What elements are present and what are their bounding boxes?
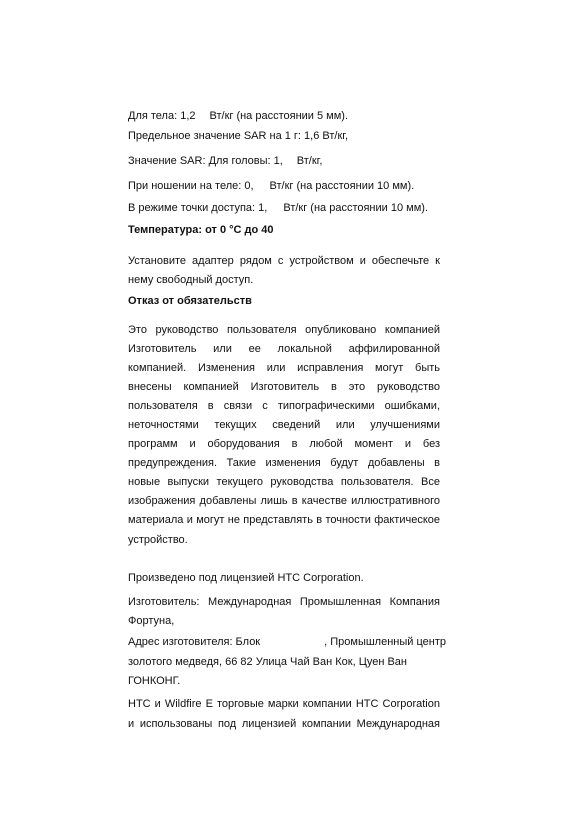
sar-body-unit: Вт/кг (на расстоянии 5 мм).: [209, 110, 349, 122]
disclaimer-line: внесены компанией Изготовитель в это руководство: [128, 381, 440, 393]
address-center: , Промышленный центр: [324, 636, 446, 648]
sar-hotspot-unit: Вт/кг (на расстоянии 10 мм).: [283, 202, 428, 214]
disclaimer-line: пользователя в связи с типографическими ошибками,: [128, 400, 440, 412]
manufacturer-line-2: Фортуна,: [128, 615, 175, 627]
sar-hotspot-line: [128, 202, 428, 215]
temperature-line: Температура: от 0 °C до 40: [128, 224, 274, 236]
disclaimer-line: программ и оборудования в любой момент и без: [128, 438, 440, 450]
sar-worn-unit: Вт/кг (на расстоянии 10 мм).: [269, 180, 415, 192]
disclaimer-line: Это руководство пользователя опубликовано компанией: [128, 324, 440, 336]
sar-worn-label: При ношении на теле: 0,: [128, 180, 254, 192]
address-line-1: [128, 636, 446, 649]
license-line: Произведено под лицензией HTC Corporation.: [128, 572, 364, 584]
sar-head-label: Значение SAR: Для головы: 1,: [128, 155, 283, 167]
manufacturer-line-1: Изготовитель: Международная Промышленная Компания: [128, 596, 440, 608]
disclaimer-line: новые выпуски текущего руководства пользователя. Все: [128, 476, 440, 488]
sar-worn-line: [128, 180, 414, 193]
trademark-line-2: и использованы под лицензией компании Международная: [128, 718, 440, 730]
disclaimer-line: Изготовитель или ее локальной аффилированной: [128, 343, 440, 355]
sar-body-label: Для тела: 1,2: [128, 110, 196, 122]
disclaimer-heading: Отказ от обязательств: [128, 295, 252, 307]
disclaimer-line: неточностями текущих сведений или улучшениями: [128, 419, 440, 431]
address-line-2: золотого медведя, 66 82 Улица Чай Ван Кок, Цуен Ван: [128, 656, 407, 668]
disclaimer-line: материала и могут не представлять в точности фактическое: [128, 514, 440, 526]
sar-head-unit: Вт/кг,: [296, 155, 323, 167]
disclaimer-line: изображения добавлены лишь в качестве иллюстративного: [128, 495, 440, 507]
disclaimer-line: устройство.: [128, 534, 188, 546]
sar-hotspot-label: В режиме точки доступа: 1,: [128, 202, 268, 214]
trademark-line-1: HTC и Wildfire E торговые марки компании HTC Corporation: [128, 698, 440, 710]
address-label: Адрес изготовителя: Блок: [128, 636, 261, 648]
sar-head-line: [128, 155, 322, 168]
sar-limit-line: Предельное значение SAR на 1 г: 1,6 Вт/кг,: [128, 130, 348, 142]
sar-body-line: [128, 110, 348, 123]
disclaimer-line: предупреждения. Такие изменения будут добавлены в: [128, 457, 440, 469]
adapter-line-1: Установите адаптер рядом с устройством и обеспечьте к: [128, 255, 440, 267]
address-line-3: ГОНКОНГ.: [128, 675, 181, 687]
disclaimer-line: компанией. Изменения или исправления могут быть: [128, 362, 440, 374]
adapter-line-2: нему свободный доступ.: [128, 274, 254, 286]
